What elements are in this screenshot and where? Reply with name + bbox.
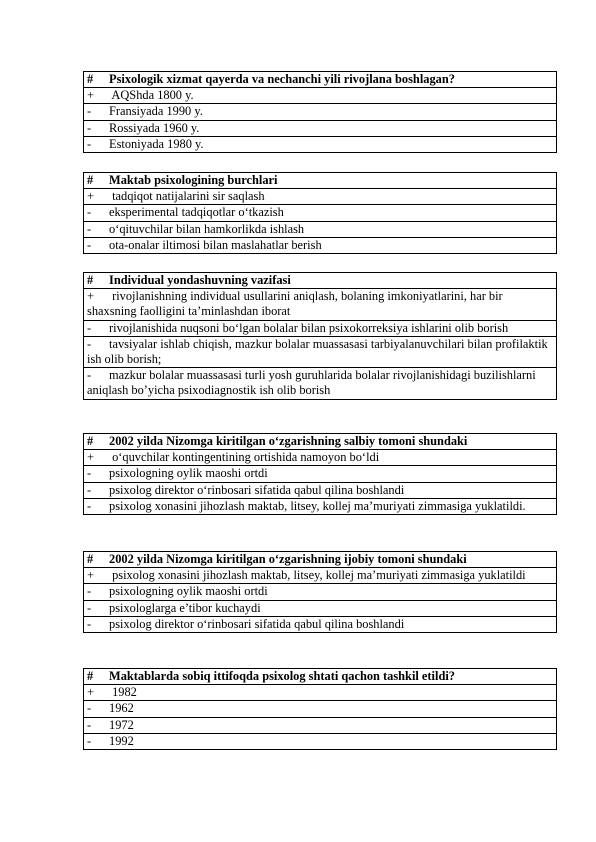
- question-block-3: [83, 272, 557, 400]
- answer-option: - rivojlanishida nuqsoni bo‘lgan bolalar bilan psixokorreksiya ishlarini olib borish: [84, 320, 557, 336]
- question-title: # 2002 yilda Nizomga kiritilgan o‘zgarishning salbiy tomoni shundaki: [84, 434, 557, 450]
- answer-text: tavsiyalar ishlab chiqish, mazkur bolalar muassasasi tarbiyalanuvchilari bilan profilaktik ish olib borish;: [87, 336, 548, 367]
- answer-option: - psixologlarga e’tibor kuchaydi: [84, 600, 557, 616]
- question-title-row: [84, 434, 557, 450]
- answer-option: - 1972: [84, 717, 557, 733]
- answer-text: o‘quvchilar kontingentining ortishida namoyon bo‘ldi: [109, 450, 380, 465]
- answer-text: Estoniyada 1980 y.: [109, 136, 204, 151]
- answer-text: psixolog direktor o‘rinbosari sifatida qabul qilina boshlandi: [109, 616, 405, 631]
- question-block-2: [83, 172, 557, 254]
- answer-text: psixolog xonasini jihozlash maktab, litsey, kollej ma’muriyati zimmasiga yuklatildi.: [109, 498, 526, 513]
- question-block-4: [83, 433, 557, 515]
- answer-text: 1982: [109, 685, 137, 700]
- answer-text: psixolog direktor o‘rinbosari sifatida qabul qilina boshlandi: [109, 482, 405, 497]
- answer-option-correct: + o‘quvchilar kontingentining ortishida namoyon bo‘ldi: [84, 450, 557, 466]
- answer-option: - tavsiyalar ishlab chiqish, mazkur bolalar muassasasi tarbiyalanuvchilari bilan profilaktik ish olib borish;: [84, 336, 557, 367]
- question-block-5: [83, 551, 557, 633]
- question-title: # Maktab psixologining burchlari: [84, 173, 557, 189]
- answer-text: psixologning oylik maoshi ortdi: [109, 584, 268, 599]
- question-title: # 2002 yilda Nizomga kiritilgan o‘zgarishning ijobiy tomoni shundaki: [84, 552, 557, 568]
- answer-text: mazkur bolalar muassasasi turli yosh guruhlarida bolalar rivojlanishidagi buzilishlarni aniqlash bo’yicha psixodiagnostik ish olib borish: [87, 368, 536, 398]
- answer-text: psixologlarga e’tibor kuchaydi: [109, 600, 261, 615]
- answer-text: AQShda 1800 y.: [109, 88, 194, 103]
- question-title: # Psixologik xizmat qayerda va nechanchi yili rivojlana boshlagan?: [84, 72, 557, 88]
- answer-text: Rossiyada 1960 y.: [109, 120, 200, 135]
- answer-option: - o‘qituvchilar bilan hamkorlikda ishlash: [84, 221, 557, 237]
- answer-option: - 1992: [84, 733, 557, 749]
- question-title-row: [84, 72, 557, 88]
- question-title: # Maktablarda sobiq ittifoqda psixolog shtati qachon tashkil etildi?: [84, 669, 557, 685]
- question-block-6: [83, 668, 557, 750]
- answer-text: 1992: [109, 733, 134, 748]
- answer-option-correct: + psixolog xonasini jihozlash maktab, litsey, kollej ma’muriyati zimmasiga yuklatildi: [84, 568, 557, 584]
- answer-text: psixolog xonasini jihozlash maktab, litsey, kollej ma’muriyati zimmasiga yuklatildi: [109, 568, 526, 583]
- question-title: # Individual yondashuvning vazifasi: [84, 273, 557, 289]
- answer-text: ota-onalar iltimosi bilan maslahatlar berish: [109, 237, 322, 252]
- answer-option: - Rossiyada 1960 y.: [84, 120, 557, 136]
- answer-option: - ota-onalar iltimosi bilan maslahatlar berish: [84, 237, 557, 253]
- question-title-row: [84, 669, 557, 685]
- answer-option-correct: + AQShda 1800 y.: [84, 88, 557, 104]
- answer-option: - mazkur bolalar muassasasi turli yosh guruhlarida bolalar rivojlanishidagi buzilishlarni aniqlash bo’yicha psixodiagnostik ish olib borish: [84, 368, 557, 399]
- question-block-1: [83, 71, 557, 153]
- answer-text: o‘qituvchilar bilan hamkorlikda ishlash: [109, 221, 305, 236]
- answer-text: 1972: [109, 717, 134, 732]
- answer-option: - psixologning oylik maoshi ortdi: [84, 466, 557, 482]
- answer-text: rivojlanishning individual usullarini aniqlash, bolaning imkoniyatlarini, har bir shaxsning faolligini ta’minlashdan iborat: [87, 289, 503, 319]
- answer-option-correct: + rivojlanishning individual usullarini aniqlash, bolaning imkoniyatlarini, har bir shaxsning faolligini ta’minlashdan iborat: [84, 289, 557, 320]
- answer-option: - psixolog xonasini jihozlash maktab, litsey, kollej ma’muriyati zimmasiga yuklatildi.: [84, 498, 557, 514]
- answer-text: psixologning oylik maoshi ortdi: [109, 466, 268, 481]
- answer-text: Fransiyada 1990 y.: [109, 104, 203, 119]
- answer-option: - Fransiyada 1990 y.: [84, 104, 557, 120]
- question-title-row: [84, 552, 557, 568]
- answer-option-correct: + tadqiqot natijalarini sir saqlash: [84, 189, 557, 205]
- answer-text: 1962: [109, 701, 134, 716]
- answer-option: - 1962: [84, 701, 557, 717]
- question-title-row: [84, 273, 557, 289]
- answer-option: - psixolog direktor o‘rinbosari sifatida qabul qilina boshlandi: [84, 616, 557, 632]
- answer-text: tadqiqot natijalarini sir saqlash: [109, 189, 265, 204]
- answer-option: - psixologning oylik maoshi ortdi: [84, 584, 557, 600]
- answer-text: eksperimental tadqiqotlar o‘tkazish: [109, 205, 284, 220]
- answer-option-correct: + 1982: [84, 685, 557, 701]
- question-title-row: [84, 173, 557, 189]
- answer-option: - Estoniyada 1980 y.: [84, 136, 557, 152]
- answer-option: - psixolog direktor o‘rinbosari sifatida qabul qilina boshlandi: [84, 482, 557, 498]
- answer-text: rivojlanishida nuqsoni bo‘lgan bolalar bilan psixokorreksiya ishlarini olib borish: [109, 320, 509, 335]
- answer-option: - eksperimental tadqiqotlar o‘tkazish: [84, 205, 557, 221]
